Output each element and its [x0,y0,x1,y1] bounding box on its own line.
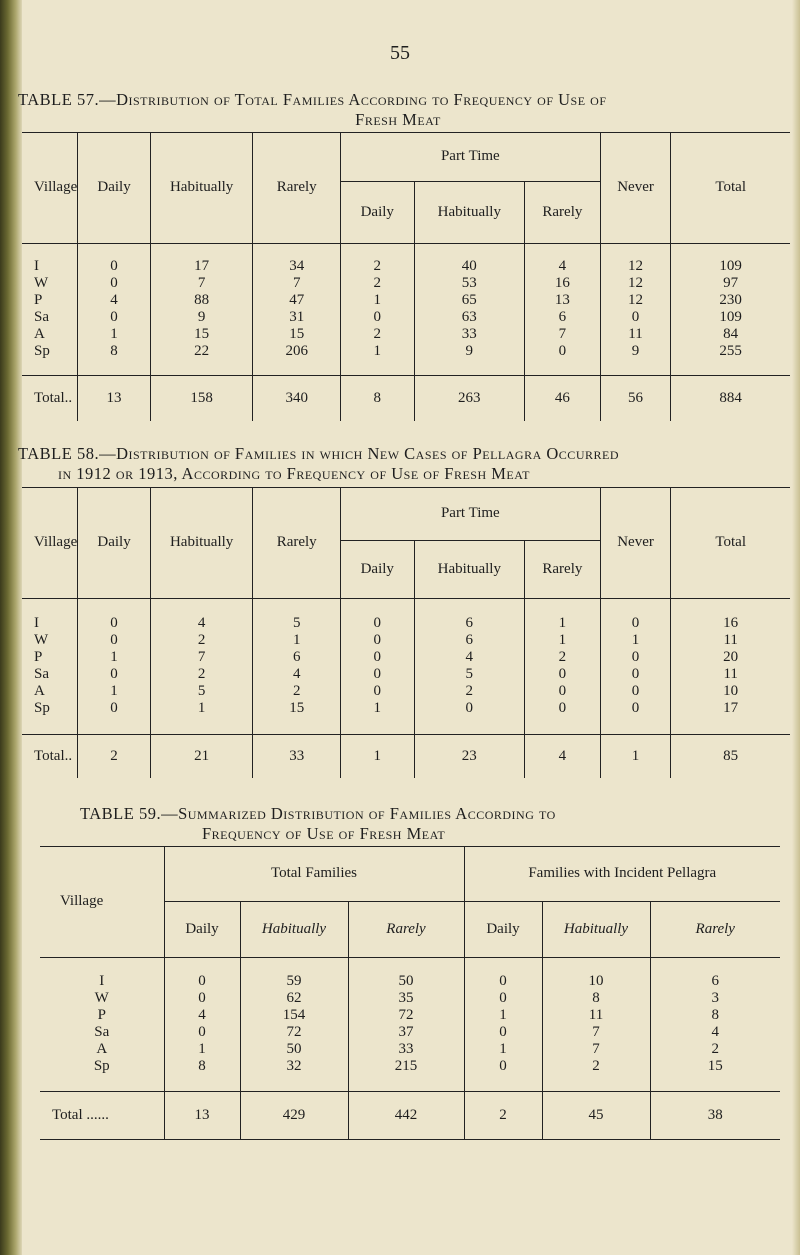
table-57-total-habitually: 158 [150,375,253,421]
table-58-header-pt-rarely: Rarely [525,540,601,598]
table-58-caption-prefix: TABLE [18,444,73,463]
table-58-header-pt-daily: Daily [340,540,414,598]
table-57-col-pt-rarely: 4 16 13 6 7 0 [525,243,601,375]
table-58-total-never: 1 [600,734,671,778]
table-57-caption-prefix: TABLE [18,90,73,109]
table-57-col-pt-daily: 2 2 1 0 2 1 [340,243,414,375]
table-57-header-pt-daily: Daily [340,181,414,243]
table-58-total-total: 85 [671,734,790,778]
table-58-col-pt-habitually: 6 6 4 5 2 0 [414,598,525,734]
table-57-total-label: Total.. [22,375,78,421]
table-59-total-ip-daily: 2 [464,1091,542,1139]
table-58-header-pt-habitually: Habitually [414,540,525,598]
table-57-total-pt-daily: 8 [340,375,414,421]
table-57-total-total: 884 [671,375,790,421]
table-58-col-pt-rarely: 1 1 2 0 0 0 [525,598,601,734]
page-edge-right [792,0,800,1255]
table-59-col-tf-daily: 0 0 4 0 1 8 [164,957,240,1091]
table-58-col-never: 0 1 0 0 0 0 [600,598,671,734]
table-58-col-habitually: 4 2 7 2 5 1 [150,598,253,734]
table-58-header-total: Total [671,488,790,598]
table-57-header-rarely: Rarely [253,133,341,243]
table-59-header-tf-daily: Daily [164,901,240,957]
page-number: 55 [390,42,410,64]
table-58-caption-line2: in 1912 or 1913, According to Frequency of Use of Fresh Meat [58,464,530,483]
table-58-header-village: Village [22,488,78,598]
table-58-total-rarely: 33 [253,734,341,778]
table-59-header-ip-daily: Daily [464,901,542,957]
table-57-col-total: 109 97 230 109 84 255 [671,243,790,375]
table-57-header-never: Never [600,133,671,243]
table-58-header-habitually: Habitually [150,488,253,598]
table-59-col-ip-rarely: 6 3 8 4 2 15 [650,957,780,1091]
table-59-header-total-families: Total Families [164,847,464,901]
table-59-header-village: Village [40,847,164,957]
table-57-caption-line2: Fresh Meat [355,110,441,129]
table-57-col-never: 12 12 12 0 11 9 [600,243,671,375]
table-59-total-ip-habitually: 45 [542,1091,650,1139]
table-57-caption-line1: 57.—Distribution of Total Families According to Frequency of Use of [76,90,607,109]
table-59-total-tf-habitually: 429 [240,1091,348,1139]
table-57-header-daily: Daily [78,133,151,243]
table-57-col-rarely: 34 7 47 31 15 206 [253,243,341,375]
table-59-total-label: Total ...... [40,1091,164,1139]
table-57-col-daily: 0 0 4 0 1 8 [78,243,151,375]
book-binding-edge [0,0,22,1255]
table-57-header-pt-habitually: Habitually [414,181,525,243]
table-58-col-pt-daily: 0 0 0 0 0 1 [340,598,414,734]
table-59-caption-line1: 59.—Summarized Distribution of Families According to [138,804,556,823]
table-58-total-habitually: 21 [150,734,253,778]
table-59-header-tf-rarely: Rarely [348,901,464,957]
table-59-caption-line2: Frequency of Use of Fresh Meat [202,824,446,843]
table-59-total-tf-daily: 13 [164,1091,240,1139]
table-59-col-village: I W P Sa A Sp [40,957,164,1091]
table-59-total-tf-rarely: 442 [348,1091,464,1139]
table-59-caption-prefix: TABLE [80,804,135,823]
table-58-total-pt-habitually: 23 [414,734,525,778]
table-59-header-tf-habitually: Habitually [240,901,348,957]
table-59-col-tf-habitually: 59 62 154 72 50 32 [240,957,348,1091]
table-57 [22,133,790,421]
table-58-header-part-time: Part Time [340,488,600,540]
table-59-col-ip-habitually: 10 8 11 7 7 2 [542,957,650,1091]
table-57-total-pt-rarely: 46 [525,375,601,421]
table-57-col-habitually: 17 7 88 9 15 22 [150,243,253,375]
table-58-header-daily: Daily [78,488,151,598]
table-58-total-label: Total.. [22,734,78,778]
table-59-caption [80,804,720,844]
table-58-col-village: I W P Sa A Sp [22,598,78,734]
table-57-total-rarely: 340 [253,375,341,421]
table-59-header-incident-pellagra: Families with Incident Pellagra [464,847,780,901]
table-59 [40,847,780,1140]
table-57-header-pt-rarely: Rarely [525,181,601,243]
table-57-total-pt-habitually: 263 [414,375,525,421]
table-58-caption-line1: 58.—Distribution of Families in which New Cases of Pellagra Occurred [76,444,619,463]
table-59-col-tf-rarely: 50 35 72 37 33 215 [348,957,464,1091]
table-58-total-daily: 2 [78,734,151,778]
table-58-total-pt-daily: 1 [340,734,414,778]
table-58-col-total: 16 11 20 11 10 17 [671,598,790,734]
table-59-total-ip-rarely: 38 [650,1091,780,1139]
table-58-total-pt-rarely: 4 [525,734,601,778]
table-57-col-pt-habitually: 40 53 65 63 33 9 [414,243,525,375]
table-57-header-total: Total [671,133,790,243]
table-57-header-part-time: Part Time [340,133,600,181]
table-57-caption [18,90,778,130]
table-57-total-never: 56 [600,375,671,421]
table-58-header-never: Never [600,488,671,598]
table-57-header-habitually: Habitually [150,133,253,243]
table-57-total-daily: 13 [78,375,151,421]
table-58-col-rarely: 5 1 6 4 2 15 [253,598,341,734]
table-58 [22,488,790,778]
table-58-col-daily: 0 0 1 0 1 0 [78,598,151,734]
table-58-caption [18,444,788,484]
table-59-col-ip-daily: 0 0 1 0 1 0 [464,957,542,1091]
table-58-header-rarely: Rarely [253,488,341,598]
table-59-header-ip-habitually: Habitually [542,901,650,957]
table-59-header-ip-rarely: Rarely [650,901,780,957]
table-57-col-village: I W P Sa A Sp [22,243,78,375]
table-57-header-village: Village [22,133,78,243]
